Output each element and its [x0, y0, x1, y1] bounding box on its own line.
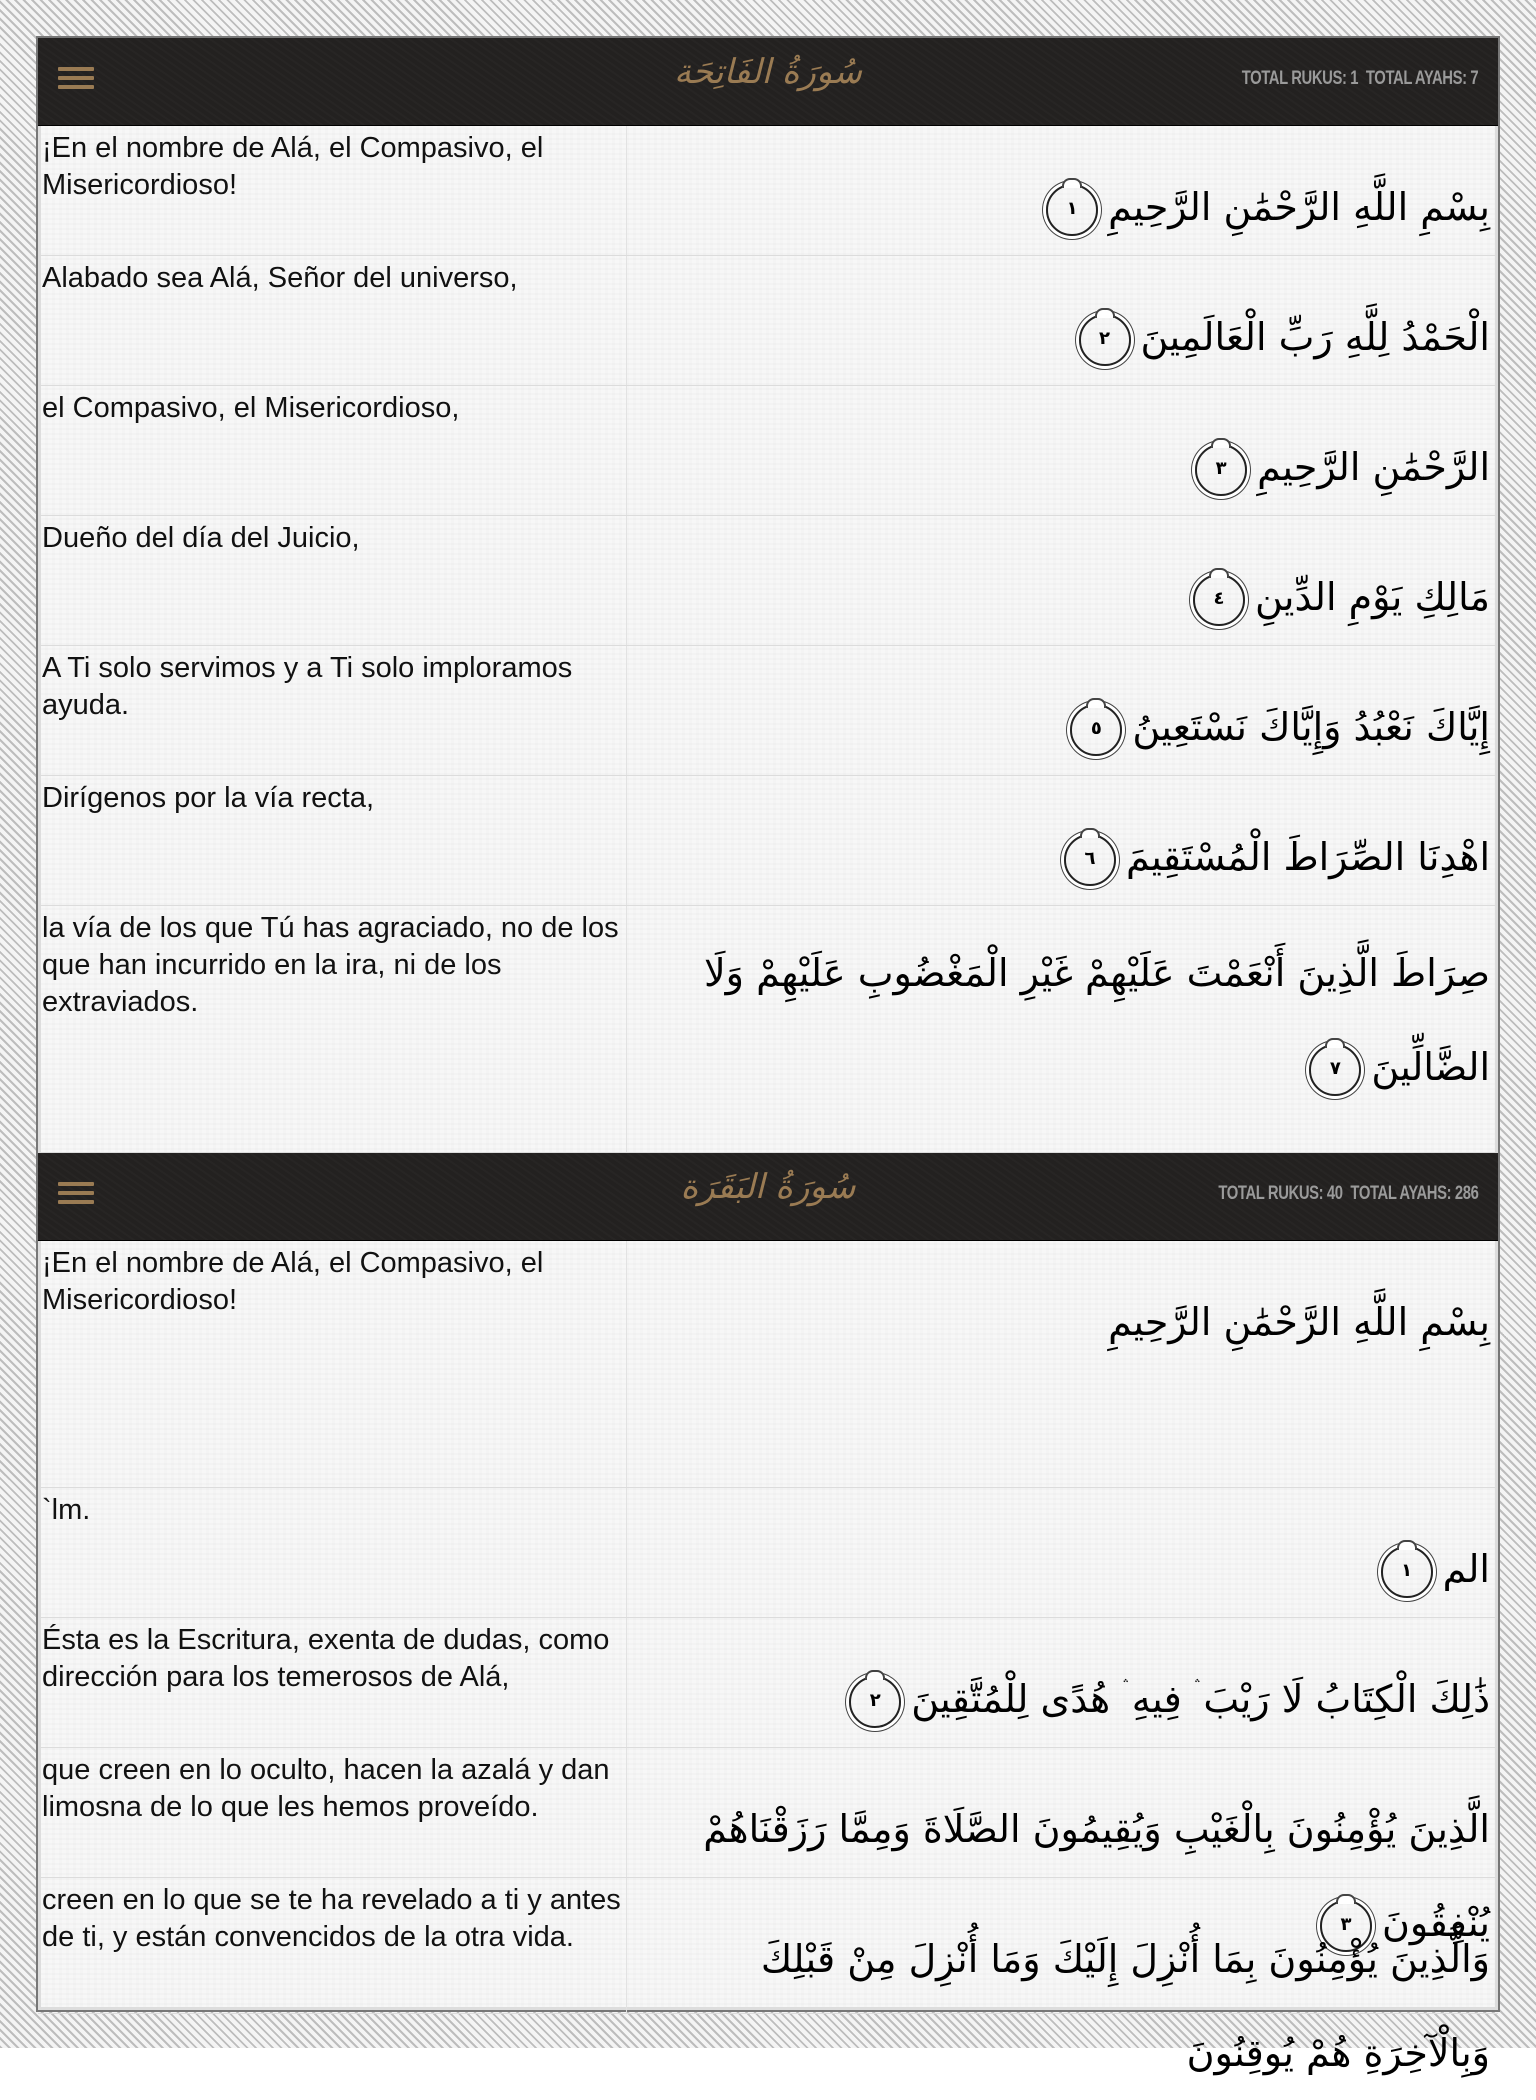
ayah-number-icon: ٦ [1064, 834, 1116, 886]
arabic-text: ذَٰلِكَ الْكِتَابُ لَا رَيْبَ ۛ فِيهِ ۛ هُدًى لِلْمُتَّقِينَ [911, 1677, 1490, 1721]
verse-row[interactable] [38, 256, 1498, 386]
verse-arabic [638, 1522, 1490, 1616]
verse-arabic [638, 1275, 1490, 1369]
verse-arabic [638, 810, 1490, 904]
verse-row[interactable] [38, 386, 1498, 516]
ayah-number-icon: ١ [1046, 184, 1098, 236]
verse-row[interactable] [38, 1618, 1498, 1748]
reader-page [36, 36, 1500, 2075]
surah-header [38, 38, 1498, 126]
verse-translation: `lm. [42, 1494, 91, 1526]
surah-totals [1218, 1183, 1478, 1205]
arabic-text: بِسْمِ اللَّهِ الرَّحْمَٰنِ الرَّحِيمِ [1108, 185, 1490, 229]
verse-arabic [638, 160, 1490, 254]
ayah-number-icon: ١ [1381, 1546, 1433, 1598]
verse-row[interactable] [38, 776, 1498, 906]
arabic-text: وَالَّذِينَ يُؤْمِنُونَ بِمَا أُنْزِلَ إِلَيْكَ وَمَا أُنْزِلَ مِنْ قَبْلِكَ وَبِالْآخِرَةِ هُمْ يُوقِنُونَ [760, 1937, 1490, 2075]
total-ayahs: TOTAL AYAHS: 286 [1349, 1183, 1478, 1204]
ayah-number-icon: ٣ [1195, 444, 1247, 496]
total-rukus: TOTAL RUKUS: 40 [1217, 1183, 1343, 1204]
arabic-text: الْحَمْدُ لِلَّهِ رَبِّ الْعَالَمِينَ [1140, 315, 1490, 359]
verse-arabic [638, 680, 1490, 774]
verse-translation: ¡En el nombre de Alá, el Compasivo, el Misericordioso! [42, 1247, 544, 1316]
verse-translation: ¡En el nombre de Alá, el Compasivo, el Misericordioso! [42, 132, 544, 201]
ayah-number-icon: ٥ [1070, 704, 1122, 756]
verse-translation: Dueño del día del Juicio, [42, 522, 360, 554]
verse-arabic [638, 926, 1490, 1114]
arabic-text: إِيَّاكَ نَعْبُدُ وَإِيَّاكَ نَسْتَعِينُ [1132, 705, 1490, 749]
verse-row[interactable] [38, 906, 1498, 1153]
verse-arabic [638, 420, 1490, 514]
arabic-text: الم [1442, 1547, 1490, 1591]
arabic-text: مَالِكِ يَوْمِ الدِّينِ [1254, 575, 1490, 619]
ayah-number-icon: ٢ [1079, 314, 1131, 366]
surah-header [38, 1153, 1498, 1241]
arabic-text: بِسْمِ اللَّهِ الرَّحْمَٰنِ الرَّحِيمِ [1108, 1300, 1490, 1344]
surah-title: سُورَةُ البَقَرَة [680, 1167, 856, 1207]
verse-translation: la vía de los que Tú has agraciado, no de los que han incurrido en la ira, ni de los extraviados. [42, 912, 619, 1018]
ayah-number-icon: ٣ [1320, 1900, 1372, 1952]
verse-translation: Dirígenos por la vía recta, [42, 782, 375, 814]
arabic-text: الرَّحْمَٰنِ الرَّحِيمِ [1257, 445, 1490, 489]
total-ayahs: TOTAL AYAHS: 7 [1365, 68, 1478, 89]
ayah-number-icon: ٤ [1193, 574, 1245, 626]
verse-arabic [638, 1652, 1490, 1746]
verse-translation: creen en lo que se te ha revelado a ti y antes de ti, y están convencidos de la otra vida. [42, 1884, 621, 1953]
verse-arabic [638, 290, 1490, 384]
verse-translation: que creen en lo oculto, hacen la azalá y dan limosna de lo que les hemos proveído. [42, 1754, 610, 1823]
verse-row[interactable] [38, 646, 1498, 776]
total-rukus: TOTAL RUKUS: 1 [1241, 68, 1358, 89]
ayah-number-icon: ٢ [849, 1676, 901, 1728]
verse-translation: Alabado sea Alá, Señor del universo, [42, 262, 518, 294]
surah-title: سُورَةُ الفَاتِحَة [673, 52, 863, 92]
verse-translation: A Ti solo servimos y a Ti solo imploramos ayuda. [42, 652, 573, 721]
arabic-text: اهْدِنَا الصِّرَاطَ الْمُسْتَقِيمَ [1125, 835, 1490, 879]
arabic-text: الَّذِينَ يُؤْمِنُونَ بِالْغَيْبِ وَيُقِيمُونَ الصَّلَاةَ وَمِمَّا رَزَقْنَاهُمْ يُنْفِقُونَ [703, 1807, 1490, 1945]
verse-row[interactable] [38, 1878, 1498, 2075]
surah-totals [1241, 68, 1478, 90]
arabic-text: صِرَاطَ الَّذِينَ أَنْعَمْتَ عَلَيْهِمْ غَيْرِ الْمَغْضُوبِ عَلَيْهِمْ وَلَا الضَّالِّينَ [704, 951, 1490, 1089]
ayah-number-icon: ٧ [1309, 1044, 1361, 1096]
verse-arabic [638, 550, 1490, 644]
verse-row[interactable] [38, 126, 1498, 256]
verse-row[interactable] [38, 1241, 1498, 1488]
verse-row[interactable] [38, 1488, 1498, 1618]
verse-translation: Ésta es la Escritura, exenta de dudas, como dirección para los temerosos de Alá, [42, 1624, 610, 1693]
verse-arabic [638, 1912, 1490, 2100]
verse-row[interactable] [38, 516, 1498, 646]
verse-translation: el Compasivo, el Misericordioso, [42, 392, 460, 424]
